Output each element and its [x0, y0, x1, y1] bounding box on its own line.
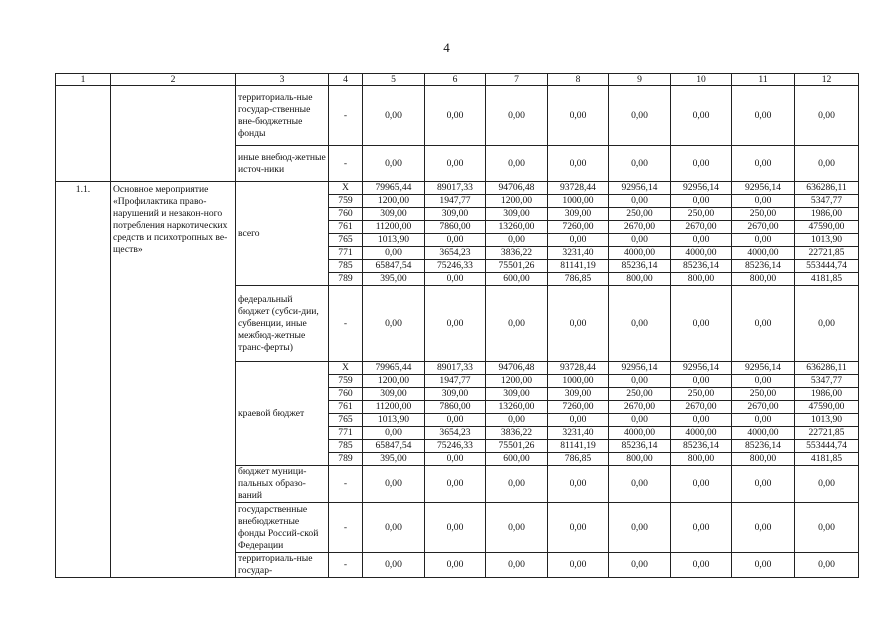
source-label: территориаль-ные государ- [236, 553, 329, 578]
value-cell: 0,00 [363, 146, 425, 182]
value-cell: 0,00 [732, 414, 795, 427]
source-label: федеральный бюджет (субси-дии, субвенции, иные межбюд-жетные транс-ферты) [236, 286, 329, 362]
value-cell: 92956,14 [671, 182, 732, 195]
value-cell: 81141,19 [548, 440, 609, 453]
value-cell: 4000,00 [671, 427, 732, 440]
header-row [56, 74, 859, 86]
value-cell: 0,00 [486, 466, 548, 503]
code-cell: - [329, 466, 363, 503]
value-cell: 250,00 [732, 208, 795, 221]
value-cell: 0,00 [486, 553, 548, 578]
value-cell: 395,00 [363, 453, 425, 466]
value-cell: 0,00 [795, 86, 859, 146]
value-cell: 0,00 [425, 86, 486, 146]
value-cell: 0,00 [363, 247, 425, 260]
code-cell: 789 [329, 453, 363, 466]
value-cell: 0,00 [363, 286, 425, 362]
item-number: 1.1. [56, 182, 111, 578]
column-header: 5 [363, 74, 425, 86]
value-cell: 0,00 [671, 286, 732, 362]
value-cell: 13260,00 [486, 221, 548, 234]
value-cell: 3836,22 [486, 247, 548, 260]
value-cell: 636286,11 [795, 362, 859, 375]
value-cell: 0,00 [609, 375, 671, 388]
table-row [56, 182, 859, 195]
value-cell: 22721,85 [795, 247, 859, 260]
value-cell: 4181,85 [795, 453, 859, 466]
value-cell: 1200,00 [486, 195, 548, 208]
value-cell: 250,00 [609, 208, 671, 221]
value-cell: 1200,00 [363, 195, 425, 208]
value-cell: 250,00 [609, 388, 671, 401]
value-cell: 0,00 [486, 86, 548, 146]
value-cell: 0,00 [425, 286, 486, 362]
value-cell: 7260,00 [548, 221, 609, 234]
value-cell: 89017,33 [425, 362, 486, 375]
value-cell: 553444,74 [795, 260, 859, 273]
value-cell: 79965,44 [363, 362, 425, 375]
value-cell: 0,00 [671, 234, 732, 247]
code-cell: - [329, 146, 363, 182]
value-cell: 786,85 [548, 273, 609, 286]
code-cell: 771 [329, 427, 363, 440]
value-cell: 13260,00 [486, 401, 548, 414]
value-cell: 1000,00 [548, 375, 609, 388]
value-cell: 75246,33 [425, 260, 486, 273]
value-cell: 85236,14 [732, 440, 795, 453]
table-row [56, 86, 859, 146]
budget-table [55, 73, 859, 578]
column-header: 6 [425, 74, 486, 86]
column-header: 8 [548, 74, 609, 86]
code-cell: 771 [329, 247, 363, 260]
value-cell: 0,00 [548, 234, 609, 247]
value-cell: 0,00 [486, 503, 548, 553]
value-cell: 11200,00 [363, 401, 425, 414]
table-body [56, 74, 859, 578]
value-cell: 75501,26 [486, 440, 548, 453]
code-cell: 785 [329, 440, 363, 453]
value-cell: 0,00 [425, 466, 486, 503]
value-cell: 0,00 [548, 146, 609, 182]
value-cell: 0,00 [609, 503, 671, 553]
code-cell: 759 [329, 375, 363, 388]
value-cell: 79965,44 [363, 182, 425, 195]
value-cell: 0,00 [671, 414, 732, 427]
value-cell: 0,00 [609, 86, 671, 146]
value-cell: 0,00 [548, 466, 609, 503]
value-cell: 309,00 [486, 388, 548, 401]
value-cell: 0,00 [671, 146, 732, 182]
code-cell: 785 [329, 260, 363, 273]
code-cell: - [329, 553, 363, 578]
value-cell: 93728,44 [548, 182, 609, 195]
value-cell: 0,00 [486, 414, 548, 427]
value-cell: 309,00 [548, 388, 609, 401]
value-cell: 636286,11 [795, 182, 859, 195]
value-cell: 0,00 [363, 466, 425, 503]
value-cell: 0,00 [732, 466, 795, 503]
value-cell: 3836,22 [486, 427, 548, 440]
code-cell: 761 [329, 401, 363, 414]
value-cell: 81141,19 [548, 260, 609, 273]
value-cell: 0,00 [363, 503, 425, 553]
empty-cell [111, 86, 236, 182]
value-cell: 1000,00 [548, 195, 609, 208]
code-cell: 760 [329, 208, 363, 221]
value-cell: 553444,74 [795, 440, 859, 453]
value-cell: 75501,26 [486, 260, 548, 273]
value-cell: 0,00 [732, 503, 795, 553]
value-cell: 0,00 [425, 273, 486, 286]
value-cell: 0,00 [486, 286, 548, 362]
value-cell: 0,00 [732, 234, 795, 247]
value-cell: 1013,90 [363, 234, 425, 247]
value-cell: 0,00 [425, 414, 486, 427]
value-cell: 250,00 [732, 388, 795, 401]
value-cell: 4000,00 [609, 247, 671, 260]
value-cell: 7860,00 [425, 401, 486, 414]
value-cell: 309,00 [363, 208, 425, 221]
value-cell: 92956,14 [671, 362, 732, 375]
value-cell: 0,00 [671, 553, 732, 578]
value-cell: 0,00 [795, 553, 859, 578]
value-cell: 0,00 [486, 234, 548, 247]
value-cell: 1013,90 [795, 414, 859, 427]
value-cell: 94706,48 [486, 362, 548, 375]
value-cell: 800,00 [671, 453, 732, 466]
value-cell: 75246,33 [425, 440, 486, 453]
value-cell: 0,00 [425, 553, 486, 578]
value-cell: 0,00 [425, 453, 486, 466]
page-number: 4 [443, 40, 450, 55]
value-cell: 0,00 [795, 146, 859, 182]
column-header: 12 [795, 74, 859, 86]
value-cell: 0,00 [732, 286, 795, 362]
value-cell: 0,00 [363, 427, 425, 440]
value-cell: 800,00 [671, 273, 732, 286]
code-cell: 765 [329, 234, 363, 247]
value-cell: 2670,00 [732, 221, 795, 234]
code-cell: 765 [329, 414, 363, 427]
value-cell: 800,00 [609, 273, 671, 286]
source-label: иные внебюд-жетные источ-ники [236, 146, 329, 182]
value-cell: 47590,00 [795, 221, 859, 234]
value-cell: 0,00 [609, 286, 671, 362]
column-header: 2 [111, 74, 236, 86]
column-header: 7 [486, 74, 548, 86]
value-cell: 0,00 [795, 286, 859, 362]
code-cell: X [329, 182, 363, 195]
value-cell: 1947,77 [425, 195, 486, 208]
value-cell: 11200,00 [363, 221, 425, 234]
value-cell: 0,00 [363, 86, 425, 146]
value-cell: 3231,40 [548, 247, 609, 260]
value-cell: 309,00 [486, 208, 548, 221]
value-cell: 0,00 [548, 414, 609, 427]
value-cell: 0,00 [425, 503, 486, 553]
value-cell: 3654,23 [425, 427, 486, 440]
value-cell: 309,00 [363, 388, 425, 401]
value-cell: 5347,77 [795, 375, 859, 388]
value-cell: 250,00 [671, 208, 732, 221]
value-cell: 0,00 [671, 86, 732, 146]
code-cell: 761 [329, 221, 363, 234]
value-cell: 0,00 [609, 195, 671, 208]
item-name: Основное мероприятие «Профилактика право-нарушений и незакон-ного потребления наркотических средств и психотропных ве-ществ» [111, 182, 236, 578]
value-cell: 92956,14 [609, 362, 671, 375]
value-cell: 5347,77 [795, 195, 859, 208]
value-cell: 4181,85 [795, 273, 859, 286]
value-cell: 600,00 [486, 273, 548, 286]
value-cell: 0,00 [548, 553, 609, 578]
value-cell: 85236,14 [609, 260, 671, 273]
value-cell: 0,00 [609, 234, 671, 247]
code-cell: 759 [329, 195, 363, 208]
source-label: территориаль-ные государ-ственные вне-бюджетные фонды [236, 86, 329, 146]
value-cell: 0,00 [671, 503, 732, 553]
value-cell: 89017,33 [425, 182, 486, 195]
value-cell: 0,00 [425, 234, 486, 247]
value-cell: 0,00 [732, 86, 795, 146]
value-cell: 2670,00 [609, 401, 671, 414]
value-cell: 0,00 [795, 503, 859, 553]
value-cell: 309,00 [425, 208, 486, 221]
value-cell: 0,00 [609, 466, 671, 503]
column-header: 10 [671, 74, 732, 86]
source-label: всего [236, 182, 329, 286]
value-cell: 4000,00 [732, 247, 795, 260]
value-cell: 0,00 [732, 195, 795, 208]
value-cell: 85236,14 [671, 260, 732, 273]
value-cell: 2670,00 [671, 221, 732, 234]
code-cell: - [329, 503, 363, 553]
value-cell: 0,00 [609, 146, 671, 182]
value-cell: 22721,85 [795, 427, 859, 440]
value-cell: 800,00 [732, 273, 795, 286]
value-cell: 0,00 [548, 503, 609, 553]
value-cell: 7860,00 [425, 221, 486, 234]
value-cell: 65847,54 [363, 260, 425, 273]
value-cell: 2670,00 [609, 221, 671, 234]
value-cell: 0,00 [795, 466, 859, 503]
value-cell: 600,00 [486, 453, 548, 466]
value-cell: 0,00 [732, 375, 795, 388]
value-cell: 1013,90 [795, 234, 859, 247]
source-label: краевой бюджет [236, 362, 329, 466]
value-cell: 786,85 [548, 453, 609, 466]
value-cell: 92956,14 [732, 362, 795, 375]
value-cell: 93728,44 [548, 362, 609, 375]
value-cell: 47590,00 [795, 401, 859, 414]
value-cell: 1200,00 [363, 375, 425, 388]
value-cell: 1200,00 [486, 375, 548, 388]
code-cell: - [329, 286, 363, 362]
value-cell: 309,00 [425, 388, 486, 401]
column-header: 9 [609, 74, 671, 86]
value-cell: 85236,14 [732, 260, 795, 273]
value-cell: 4000,00 [671, 247, 732, 260]
column-header: 1 [56, 74, 111, 86]
value-cell: 309,00 [548, 208, 609, 221]
value-cell: 65847,54 [363, 440, 425, 453]
value-cell: 0,00 [671, 466, 732, 503]
value-cell: 94706,48 [486, 182, 548, 195]
value-cell: 92956,14 [609, 182, 671, 195]
value-cell: 85236,14 [609, 440, 671, 453]
value-cell: 395,00 [363, 273, 425, 286]
value-cell: 800,00 [609, 453, 671, 466]
value-cell: 0,00 [548, 86, 609, 146]
value-cell: 800,00 [732, 453, 795, 466]
source-label: государственные внебюджетные фонды Россий-ской Федерации [236, 503, 329, 553]
value-cell: 0,00 [732, 553, 795, 578]
value-cell: 0,00 [363, 553, 425, 578]
value-cell: 0,00 [609, 553, 671, 578]
value-cell: 85236,14 [671, 440, 732, 453]
value-cell: 7260,00 [548, 401, 609, 414]
value-cell: 250,00 [671, 388, 732, 401]
value-cell: 1986,00 [795, 388, 859, 401]
code-cell: 789 [329, 273, 363, 286]
value-cell: 1947,77 [425, 375, 486, 388]
code-cell: - [329, 86, 363, 146]
value-cell: 0,00 [671, 375, 732, 388]
value-cell: 0,00 [425, 146, 486, 182]
value-cell: 0,00 [486, 146, 548, 182]
column-header: 3 [236, 74, 329, 86]
column-header: 4 [329, 74, 363, 86]
code-cell: X [329, 362, 363, 375]
value-cell: 4000,00 [609, 427, 671, 440]
value-cell: 0,00 [548, 286, 609, 362]
value-cell: 4000,00 [732, 427, 795, 440]
value-cell: 0,00 [732, 146, 795, 182]
value-cell: 3231,40 [548, 427, 609, 440]
column-header: 11 [732, 74, 795, 86]
code-cell: 760 [329, 388, 363, 401]
value-cell: 1013,90 [363, 414, 425, 427]
source-label: бюджет муници-пальных образо-ваний [236, 466, 329, 503]
value-cell: 2670,00 [671, 401, 732, 414]
value-cell: 0,00 [671, 195, 732, 208]
value-cell: 3654,23 [425, 247, 486, 260]
value-cell: 1986,00 [795, 208, 859, 221]
value-cell: 2670,00 [732, 401, 795, 414]
value-cell: 0,00 [609, 414, 671, 427]
empty-cell [56, 86, 111, 182]
value-cell: 92956,14 [732, 182, 795, 195]
